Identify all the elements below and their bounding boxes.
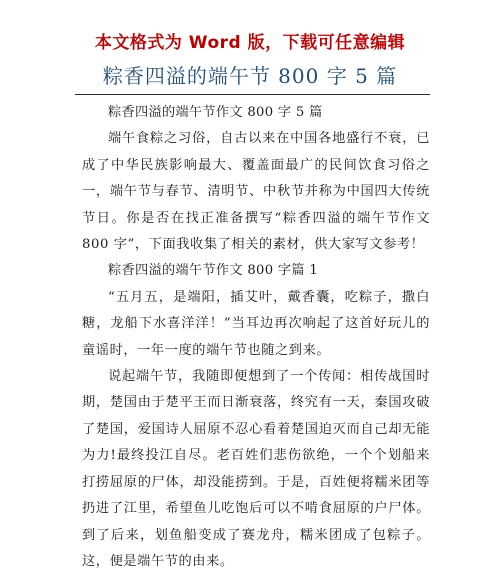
document-body — [82, 100, 430, 575]
intro-paragraph: 端午食粽之习俗，自古以来在中国各地盛行不衰，已成了中华民族影响最大、覆盖面最广的民间饮食习俗之一，端午节与春节、清明节、中秋节并称为中国四大传统节日。你是否在找正准备撰写“粽香四溢的端午节作文 800 字”，下面我收集了相关的素材，供大家写文参考！ — [82, 131, 430, 253]
article-collection-heading: 粽香四溢的端午节作文 800 字 5 篇 — [108, 105, 323, 120]
essay-1-paragraph-2: 说起端午节，我随即便想到了一个传闻：相传战国时期，楚国由于楚平王而日渐衰落，终究有一天，秦国攻破了楚国，爱国诗人屈原不忍心看着楚国迫灭而自己却无能为力!最终投江自尽。老百姓们悲伤欲绝，一个个划船来打捞屈原的尸体，却没能捞到。于是，百姓便将糯米团等扔进了江里，希望鱼儿吃饱后可以不啃食屈原的户尸体。到了后来，划鱼船变成了赛龙舟，糯米团成了包粽子。这，便是端午节的由来。 — [82, 369, 430, 569]
document-title: 粽香四溢的端午节 800 字 5 篇 — [102, 64, 398, 88]
title-divider — [75, 94, 430, 95]
format-notice-banner: 本文格式为 Word 版，下载可任意编辑 — [94, 33, 406, 53]
essay-1-paragraph-1: “五月五，是端阳，插艾叶，戴香囊，吃粽子，撒白糖，龙船下水喜洋洋！”当耳边再次响起了这首好玩儿的童谣时，一年一度的端午节也随之到来。 — [82, 289, 430, 358]
essay-1-heading: 粽香四溢的端午节作文 800 字篇 1 — [108, 263, 319, 279]
